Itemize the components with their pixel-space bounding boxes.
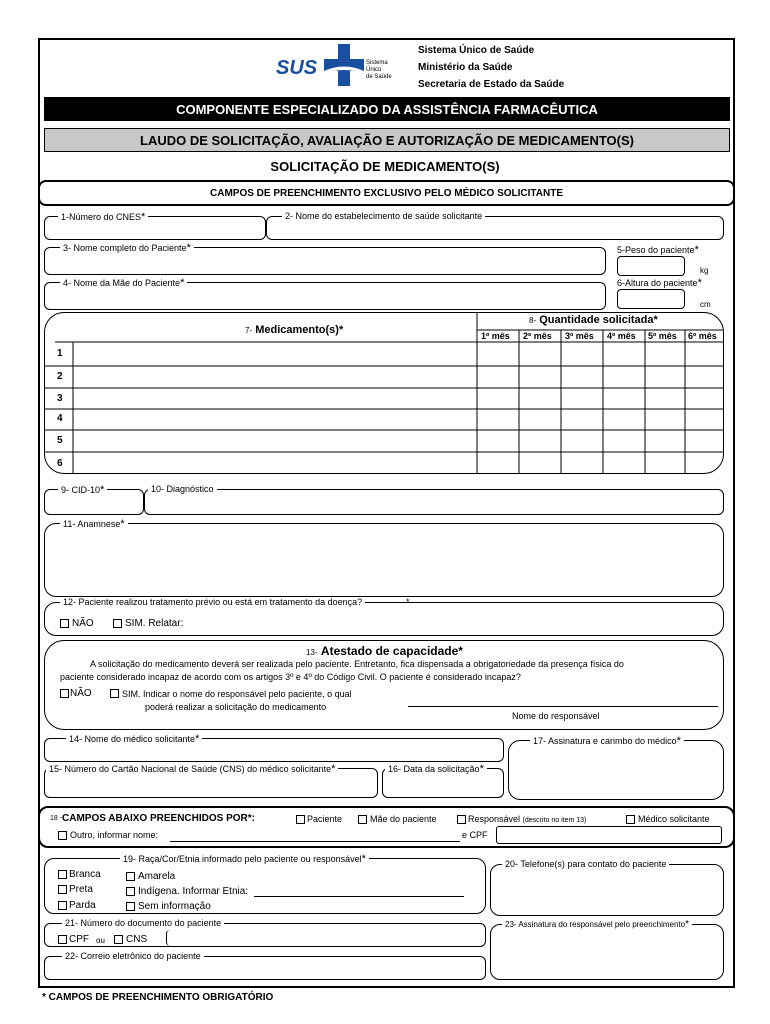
month-5: 5º mês bbox=[648, 331, 677, 341]
cross-icon bbox=[324, 44, 364, 86]
etnia-line[interactable] bbox=[254, 896, 464, 897]
atestado-sim-label-2: poderá realizar a solicitação do medicamento bbox=[145, 702, 327, 712]
preenchido-paciente-label: Paciente bbox=[307, 814, 343, 824]
month-2: 2º mês bbox=[523, 331, 552, 341]
row-number-4: 4 bbox=[57, 413, 63, 424]
estabelecimento-label: 2- Nome do estabelecimento de saúde solicitante bbox=[282, 212, 485, 221]
tratamento-label: 12- Paciente realizou tratamento prévio ou está em tratamento da doença? bbox=[60, 598, 365, 607]
peso-field[interactable] bbox=[617, 256, 685, 276]
title-black-text: COMPONENTE ESPECIALIZADO DA ASSISTÊNCIA FARMACÊUTICA bbox=[176, 102, 598, 117]
raca-sem-info-checkbox[interactable] bbox=[126, 902, 135, 911]
preenchido-cpf-field[interactable] bbox=[496, 826, 722, 844]
raca-indigena-checkbox[interactable] bbox=[126, 887, 135, 896]
raca-amarela-label: Amarela bbox=[138, 871, 176, 882]
telefone-field[interactable] bbox=[490, 864, 724, 916]
cid-label: 9- CID-10* bbox=[58, 485, 107, 496]
subtitle: SOLICITAÇÃO DE MEDICAMENTO(S) bbox=[270, 159, 500, 174]
month-6: 6º mês bbox=[688, 331, 717, 341]
title-gray-bar bbox=[44, 128, 730, 152]
preenchido-responsavel-label: Responsável (descrito no item 13) bbox=[468, 814, 587, 824]
row-number-1: 1 bbox=[57, 348, 63, 359]
altura-field[interactable] bbox=[617, 289, 685, 309]
assinatura-responsavel-field[interactable] bbox=[490, 924, 724, 980]
raca-amarela-checkbox[interactable] bbox=[126, 872, 135, 881]
nome-responsavel-label: Nome do responsável bbox=[512, 711, 600, 721]
documento-number-field[interactable] bbox=[166, 930, 483, 946]
raca-box bbox=[44, 858, 486, 914]
correio-label: 22- Correio eletrônico do paciente bbox=[62, 952, 204, 961]
section-medico-text: CAMPOS DE PREENCHIMENTO EXCLUSIVO PELO MÉDICO SOLICITANTE bbox=[210, 188, 563, 199]
preenchido-mae-label: Mãe do paciente bbox=[370, 814, 437, 824]
preenchido-cpf-label: e CPF bbox=[462, 830, 488, 840]
documento-cpf-checkbox[interactable] bbox=[58, 935, 67, 944]
documento-cpf-label: CPF bbox=[69, 934, 89, 945]
raca-indigena-label: Indígena. Informar Etnia: bbox=[138, 886, 249, 897]
tratamento-nao-checkbox[interactable] bbox=[60, 619, 69, 628]
title-gray-text: LAUDO DE SOLICITAÇÃO, AVALIAÇÃO E AUTORIZAÇÃO DE MEDICAMENTO(S) bbox=[140, 133, 634, 148]
assinatura-responsavel-label: 23- Assinatura do responsável pelo preenchimento* bbox=[502, 920, 692, 930]
atestado-title: 13- Atestado de capacidade* bbox=[306, 644, 463, 658]
cm-unit: cm bbox=[700, 300, 711, 309]
month-3: 3º mês bbox=[565, 331, 594, 341]
header-line3: Secretaria de Estado da Saúde bbox=[418, 79, 565, 90]
raca-label: 19- Raça/Cor/Etnia informado pelo paciente ou responsável* bbox=[120, 854, 369, 865]
peso-label: 5-Peso do paciente* bbox=[617, 244, 699, 256]
month-4: 4º mês bbox=[607, 331, 636, 341]
telefone-label: 20- Telefone(s) para contato do paciente bbox=[502, 860, 669, 869]
row-number-2: 2 bbox=[57, 371, 63, 382]
logo-small-2: Único bbox=[366, 67, 382, 73]
diagnostico-label: 10- Diagnóstico bbox=[148, 485, 217, 494]
paciente-label: 3- Nome completo do Paciente* bbox=[60, 243, 194, 254]
preenchido-mae-checkbox[interactable] bbox=[358, 815, 367, 824]
nome-responsavel-line[interactable] bbox=[408, 706, 718, 707]
raca-branca-label: Branca bbox=[69, 869, 101, 880]
row-number-5: 5 bbox=[57, 435, 63, 446]
anamnese-field[interactable] bbox=[44, 523, 724, 597]
section-medico-header bbox=[38, 180, 735, 206]
raca-sem-info-label: Sem informação bbox=[138, 901, 211, 912]
raca-parda-label: Parda bbox=[69, 900, 96, 911]
atestado-text-1: A solicitação do medicamento deverá ser realizada pelo paciente. Entretanto, fica dispensada a obrigatoriedade da presença física do bbox=[90, 659, 624, 669]
logo-small-1: Sistema bbox=[366, 60, 388, 66]
atestado-text-2: paciente considerado incapaz de acordo com os artigos 3º e 4º do Código Civil. O paciente é considerado incapaz? bbox=[60, 672, 521, 682]
assinatura-medico-field[interactable] bbox=[508, 740, 724, 800]
preenchido-outro-label: Outro, informar nome: bbox=[70, 830, 159, 840]
raca-parda-checkbox[interactable] bbox=[58, 901, 67, 910]
altura-label: 6-Altura do paciente* bbox=[617, 277, 702, 289]
preenchido-paciente-checkbox[interactable] bbox=[296, 815, 305, 824]
kg-unit: kg bbox=[700, 266, 709, 275]
row-number-6: 6 bbox=[57, 458, 63, 469]
medication-table bbox=[44, 312, 724, 474]
assinatura-medico-label: 17- Assinatura e carimbo do médico* bbox=[530, 736, 684, 747]
atestado-sim-checkbox[interactable] bbox=[110, 689, 119, 698]
preenchido-label: CAMPOS ABAIXO PREENCHIDOS POR*: bbox=[62, 813, 256, 824]
documento-label: 21- Número do documento do paciente bbox=[62, 919, 224, 928]
month-1: 1º mês bbox=[481, 331, 510, 341]
preenchido-responsavel-checkbox[interactable] bbox=[457, 815, 466, 824]
raca-branca-checkbox[interactable] bbox=[58, 870, 67, 879]
quantidade-header: 8- Quantidade solicitada* bbox=[529, 314, 658, 326]
atestado-sim-label: SIM. Indicar o nome do responsável pelo paciente, o qual bbox=[122, 689, 352, 699]
mae-label: 4- Nome da Mãe do Paciente* bbox=[60, 278, 187, 289]
medico-nome-label: 14- Nome do médico solicitante* bbox=[66, 734, 202, 745]
tratamento-sim-label: SIM. Relatar: bbox=[125, 618, 184, 629]
raca-preta-label: Preta bbox=[69, 884, 93, 895]
outro-nome-line[interactable] bbox=[170, 841, 460, 842]
sus-logo-text: SUS bbox=[276, 57, 318, 79]
sus-logo bbox=[276, 44, 416, 86]
raca-preta-checkbox[interactable] bbox=[58, 885, 67, 894]
cnes-label: 1-Número do CNES* bbox=[58, 212, 148, 223]
tratamento-nao-label: NÃO bbox=[72, 618, 94, 629]
preenchido-medico-checkbox[interactable] bbox=[626, 815, 635, 824]
atestado-nao-checkbox[interactable] bbox=[60, 689, 69, 698]
logo-small-3: de Saúde bbox=[366, 74, 392, 80]
cns-medico-label: 15- Número do Cartão Nacional de Saúde (CNS) do médico solicitante* bbox=[46, 764, 338, 775]
row-number-3: 3 bbox=[57, 393, 63, 404]
preenchido-outro-checkbox[interactable] bbox=[58, 831, 67, 840]
tratamento-star: * bbox=[406, 597, 410, 607]
preenchido-medico-label: Médico solicitante bbox=[638, 814, 710, 824]
atestado-nao-label: NÃO bbox=[70, 688, 92, 699]
documento-cns-label: CNS bbox=[126, 934, 148, 945]
documento-cns-checkbox[interactable] bbox=[114, 935, 123, 944]
anamnese-label: 11- Anamnese* bbox=[60, 519, 128, 530]
diagnostico-field[interactable] bbox=[144, 489, 724, 515]
medicamentos-header: 7- Medicamento(s)* bbox=[245, 324, 344, 336]
tratamento-sim-checkbox[interactable] bbox=[113, 619, 122, 628]
documento-ou-label: ou bbox=[96, 936, 105, 945]
data-solicitacao-label: 16- Data da solicitação* bbox=[385, 764, 487, 775]
header-line1: Sistema Único de Saúde bbox=[418, 45, 535, 56]
header-line2: Ministério da Saúde bbox=[418, 62, 513, 73]
title-black-bar bbox=[44, 97, 730, 121]
footer-note: * CAMPOS DE PREENCHIMENTO OBRIGATÓRIO bbox=[42, 992, 274, 1003]
preenchido-num: 18 - bbox=[50, 815, 63, 822]
